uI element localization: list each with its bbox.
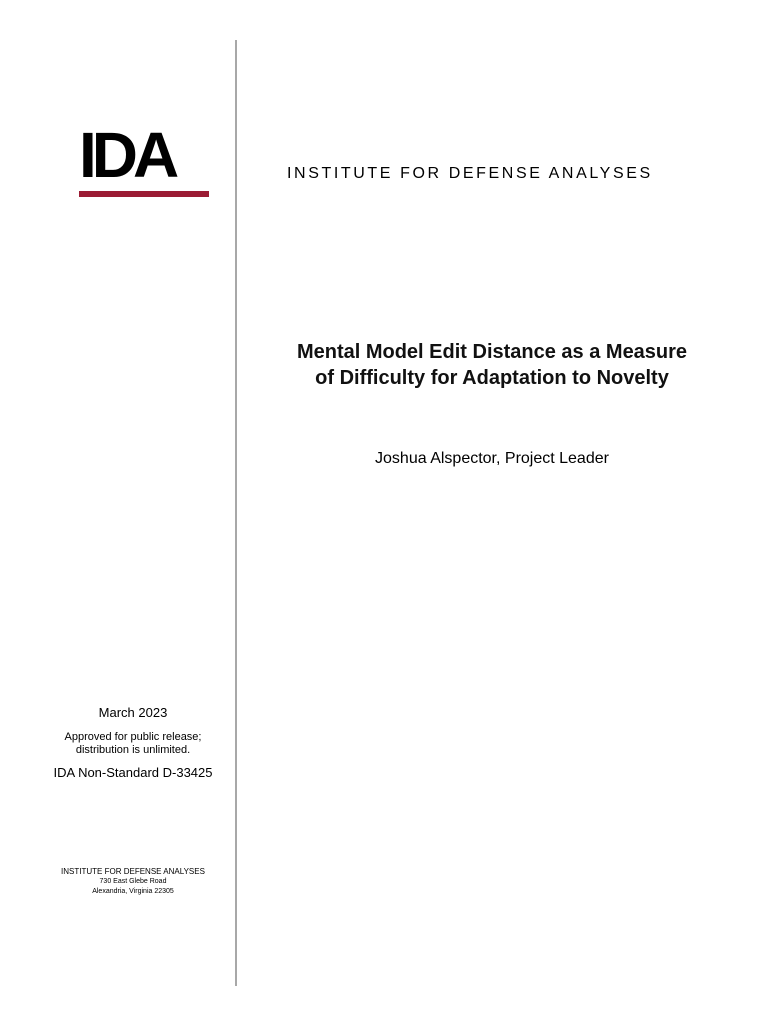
institute-address — [40, 867, 226, 897]
publication-date: March 2023 — [98, 705, 168, 720]
ida-logo — [79, 119, 211, 201]
ida-logo-underline — [79, 191, 209, 197]
report-number: IDA Non-Standard D-33425 — [53, 765, 213, 780]
vertical-divider — [235, 40, 237, 986]
release-statement-line-2: distribution is unlimited. — [75, 744, 191, 756]
institute-name-header: INSTITUTE FOR DEFENSE ANALYSES — [287, 165, 653, 182]
project-leader: Joshua Alspector, Project Leader — [375, 450, 609, 467]
address-institute-name: INSTITUTE FOR DEFENSE ANALYSES — [61, 867, 205, 876]
document-title — [252, 339, 732, 391]
ida-logo-wordmark: IDA — [79, 119, 175, 191]
document-title-line-1: Mental Model Edit Distance as a Measure — [296, 341, 688, 363]
release-statement — [40, 731, 226, 757]
release-statement-line-1: Approved for public release; — [64, 731, 202, 743]
address-city: Alexandria, Virginia 22305 — [92, 888, 174, 895]
document-title-line-2: of Difficulty for Adaptation to Novelty — [315, 367, 669, 389]
address-street: 730 East Glebe Road — [99, 878, 167, 885]
